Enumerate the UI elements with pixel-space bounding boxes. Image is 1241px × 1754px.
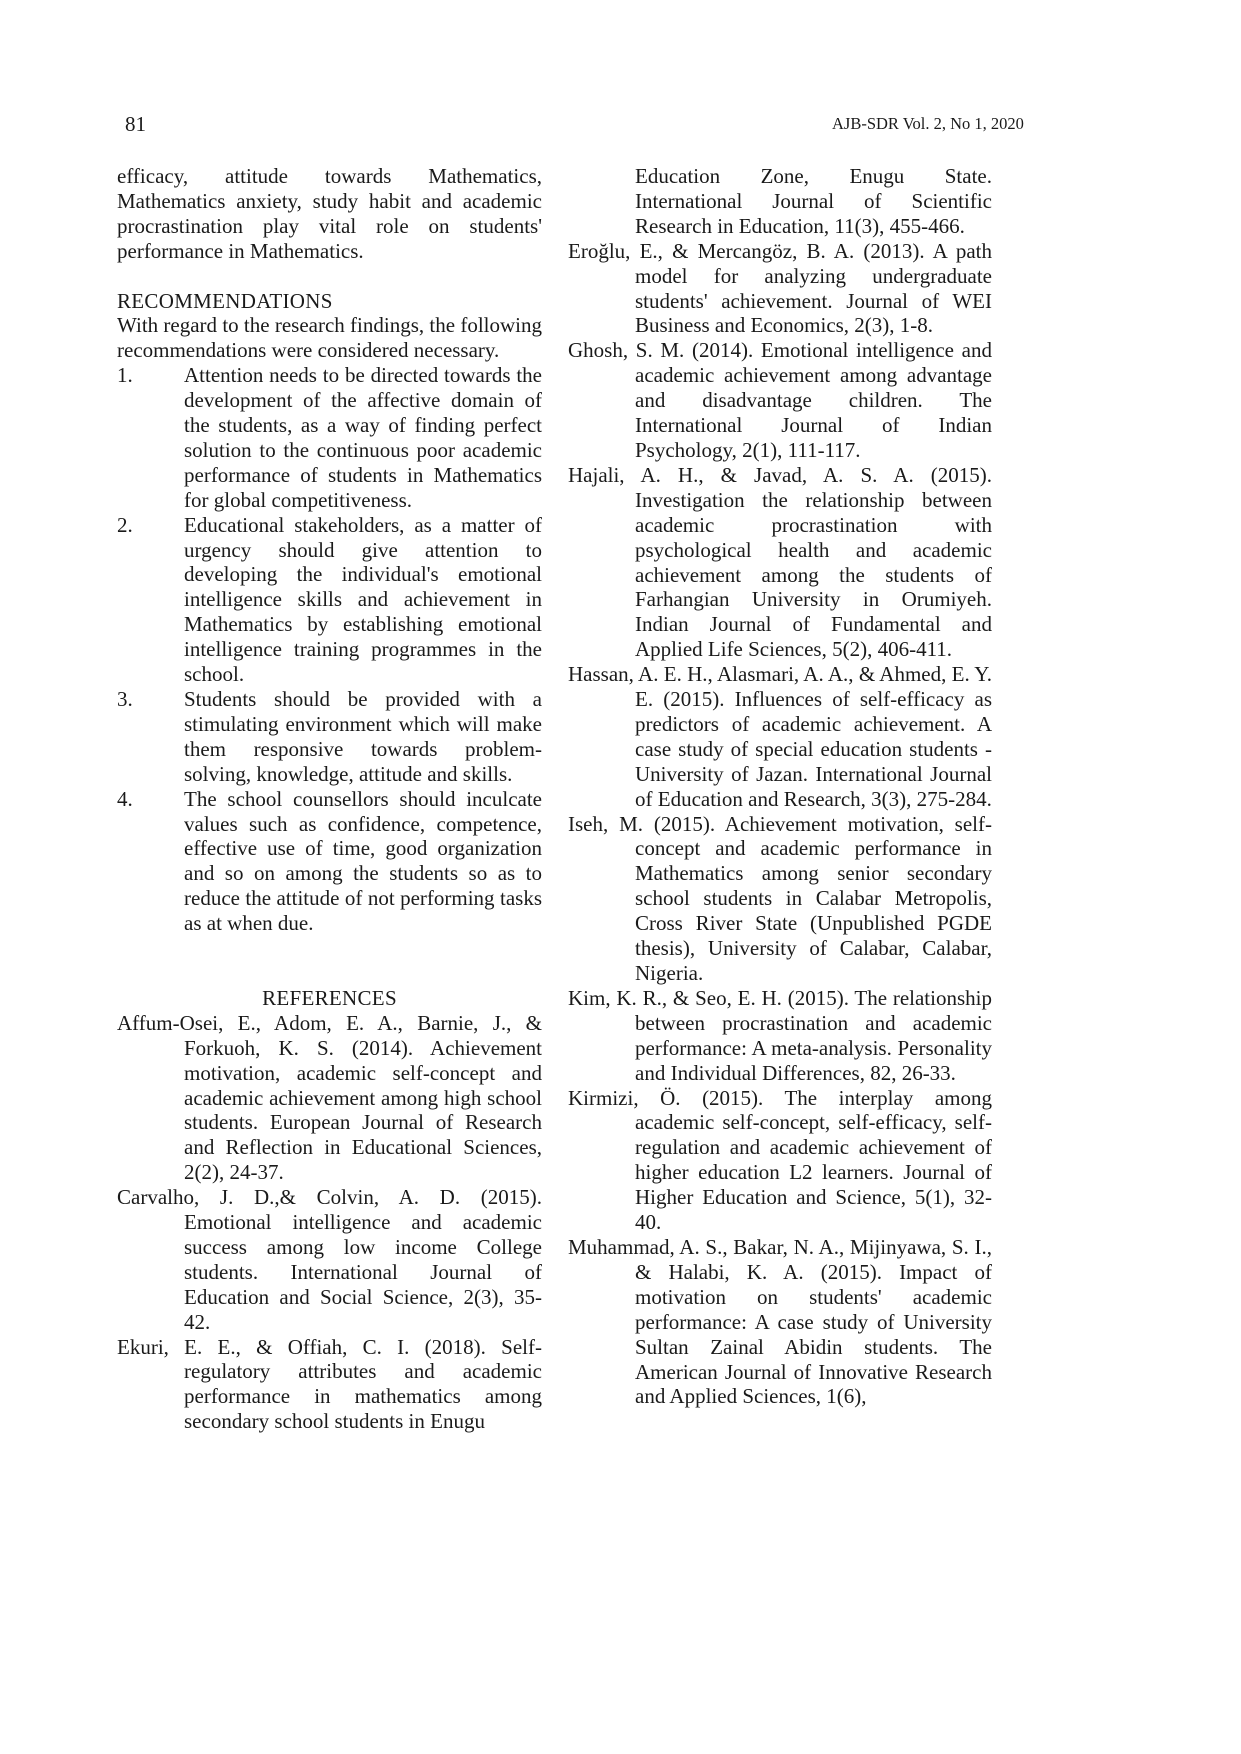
reference-entry: Hajali, A. H., & Javad, A. S. A. (2015). Investigation the relationship between academic procrastination with psychological health and academic achievement among the students of Farhangian University in Orumiyeh. Indian Journal of Fundamental and Applied Life Sciences, 5(2), 406-411.: [568, 462, 992, 662]
intro-paragraph: efficacy, attitude towards Mathematics, Mathematics anxiety, study habit and academic procrastination play vital role on students' performance in Mathematics.: [117, 164, 542, 263]
reference-entry: Carvalho, J. D.,& Colvin, A. D. (2015). Emotional intelligence and academic success among low income College students. International Journal of Education and Social Science, 2(3), 35-42.: [117, 1185, 542, 1334]
recommendations-list: [117, 363, 542, 936]
reference-entry: Kirmizi, Ö. (2015). The interplay among academic self-concept, self-efficacy, self-regulation and academic achievement of higher education L2 learners. Journal of Higher Education and Science, 5(1), 32-40.: [568, 1085, 992, 1235]
reference-entry: Ghosh, S. M. (2014). Emotional intelligence and academic achievement among advantage and disadvantage children. The International Journal of Indian Psychology, 2(1), 111-117.: [568, 338, 992, 462]
reference-entry: Hassan, A. E. H., Alasmari, A. A., & Ahmed, E. Y. E. (2015). Influences of self-efficacy as predictors of academic achievement. A case study of special education students - University of Jazan. International Journal of Education and Research, 3(3), 275-284.: [568, 662, 992, 811]
running-header: AJB-SDR Vol. 2, No 1, 2020: [832, 114, 1024, 133]
recommendation-text: Students should be provided with a stimulating environment which will make them responsive towards problem-solving, knowledge, attitude and skills.: [184, 687, 542, 786]
recommendation-text: The school counsellors should inculcate values such as confidence, competence, effective use of time, good organization and so on among the students so as to reduce the attitude of not performing tasks as at when due.: [184, 786, 542, 936]
recommendation-number: 4.: [117, 786, 133, 811]
left-column: [117, 162, 542, 1434]
recommendation-item: [117, 513, 542, 687]
reference-entry: Kim, K. R., & Seo, E. H. (2015). The relationship between procrastination and academic performance: A meta-analysis. Personality and Individual Differences, 82, 26-33.: [568, 985, 992, 1085]
recommendations-lead: With regard to the research findings, the following recommendations were considered necessary.: [117, 313, 542, 363]
reference-entry: Affum-Osei, E., Adom, E. A., Barnie, J., & Forkuoh, K. S. (2014). Achievement motivation, academic self-concept and academic achievement among high school students. European Journal of Research and Reflection in Educational Sciences, 2(2), 24-37.: [117, 1010, 542, 1185]
references-heading: REFERENCES: [262, 985, 397, 1010]
recommendation-number: 2.: [117, 512, 133, 537]
recommendation-text: Attention needs to be directed towards the development of the affective domain of the students, as a way of finding perfect solution to the continuous poor academic performance of students in Mathematics for global competitiveness.: [184, 363, 542, 512]
reference-entry: Muhammad, A. S., Bakar, N. A., Mijinyawa, S. I., & Halabi, K. A. (2015). Impact of motivation on students' academic performance: A case study of University Sultan Zainal Abidin students. The American Journal of Innovative Research and Applied Sciences, 1(6),: [568, 1234, 992, 1409]
recommendation-text: Educational stakeholders, as a matter of urgency should give attention to developing the individual's emotional intelligence skills and achievement in Mathematics by establishing emotional intelligence training programmes in the school.: [184, 512, 542, 687]
recommendation-item: [117, 687, 542, 787]
page-number: 81: [125, 112, 146, 136]
reference-entry: Eroğlu, E., & Mercangöz, B. A. (2013). A path model for analyzing undergraduate students' achievement. Journal of WEI Business and Economics, 2(3), 1-8.: [568, 238, 992, 338]
recommendation-number: 1.: [117, 363, 133, 388]
reference-entry: Ekuri, E. E., & Offiah, C. I. (2018). Self-regulatory attributes and academic performance in mathematics among secondary school students in Enugu: [117, 1334, 542, 1434]
reference-continuation: Education Zone, Enugu State. International Journal of Scientific Research in Education, 11(3), 455-466.: [635, 164, 992, 238]
right-column: [568, 162, 992, 1409]
recommendation-item: [117, 787, 542, 936]
recommendation-item: [117, 363, 542, 512]
reference-entry: Iseh, M. (2015). Achievement motivation, self-concept and academic performance in Mathematics among senior secondary school students in Calabar Metropolis, Cross River State (Unpublished PGDE thesis), University of Calabar, Calabar, Nigeria.: [568, 811, 992, 985]
recommendation-number: 3.: [117, 687, 133, 712]
recommendations-heading: RECOMMENDATIONS: [117, 288, 333, 313]
